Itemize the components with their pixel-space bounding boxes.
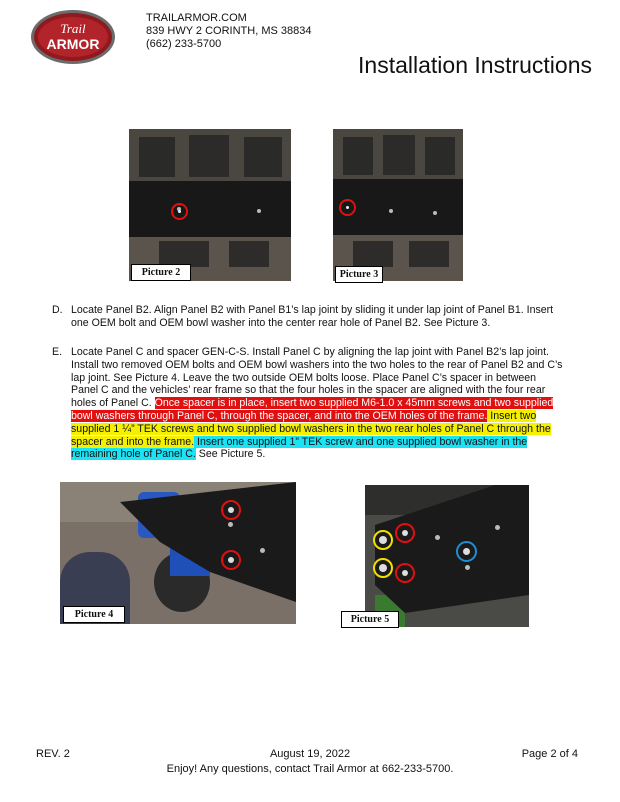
- picture-3-photo: [333, 129, 463, 281]
- company-info: [146, 12, 311, 51]
- step-e-letter: E.: [52, 346, 63, 358]
- skid-plate-panel: [60, 482, 296, 624]
- step-e-text-plain: Locate Panel C and spacer GEN-C-S. Install Panel C by aligning the lap joint with Panel B2’s lap joint. Install two removed OEM bolts and OEM bowl washers into the two holes to the rear of Panel B2 and C’s lap joint. See Picture 4. Leave the two outside OEM bolts loose. Place Panel C’s spacer in between Panel C and the vehicles’ rear frame so that the four holes in the spacer are aligned with the four rear holes of Panel C.: [71, 346, 563, 410]
- step-d: [52, 304, 564, 330]
- footer-date: August 19, 2022: [269, 748, 351, 760]
- picture-5-caption: Picture 5: [341, 611, 399, 628]
- step-e-text-end: See Picture 5.: [195, 448, 266, 461]
- picture-2-photo: [129, 129, 291, 281]
- step-e: [52, 346, 564, 461]
- picture-2-caption: Picture 2: [131, 264, 191, 281]
- company-address: 839 HWY 2 CORINTH, MS 38834: [146, 25, 312, 37]
- picture-3-caption: Picture 3: [335, 266, 383, 283]
- step-d-text: Locate Panel B2. Align Panel B2 with Panel B1’s lap joint by sliding it under lap joint of Panel B1. Insert one OEM bolt and OEM bowl washer into the center rear hole of Panel B2. See Picture 3.: [71, 304, 554, 329]
- step-e-text-cyan-highlight: Insert one supplied 1” TEK screw and one supplied bowl washer in the remaining hole of Panel C.: [71, 435, 528, 461]
- step-d-letter: D.: [52, 304, 63, 316]
- footer-page-number: Page 2 of 4: [521, 748, 578, 760]
- picture-4-caption: Picture 4: [63, 606, 125, 623]
- step-e-text-red-highlight: Once spacer is in place, insert two supplied M6-1.0 x 45mm screws and two supplied bowl washers through Panel C, through the spacer, and into the OEM holes of the frame.: [71, 397, 554, 422]
- trail-armor-logo: [30, 8, 116, 66]
- footer-revision: REV. 2: [36, 748, 70, 760]
- picture-5-photo: [365, 485, 529, 627]
- company-phone: (662) 233-5700: [146, 38, 222, 50]
- footer-contact-note: Enjoy! Any questions, contact Trail Armor at 662-233-5700.: [166, 763, 454, 775]
- picture-4-photo: [60, 482, 296, 624]
- skid-plate-panel: [365, 485, 529, 627]
- logo-text-bottom: ARMOR: [46, 36, 100, 52]
- page-title: Installation Instructions: [358, 52, 592, 78]
- step-e-text-yellow-highlight: Insert two supplied 1 ¼” TEK screws and two supplied bowl washers in the two rear holes of Panel C through the spacer and into the frame.: [71, 409, 551, 448]
- company-url: TRAILARMOR.COM: [146, 12, 247, 24]
- step-e-text: [71, 346, 564, 461]
- logo-text-top: Trail: [60, 21, 86, 36]
